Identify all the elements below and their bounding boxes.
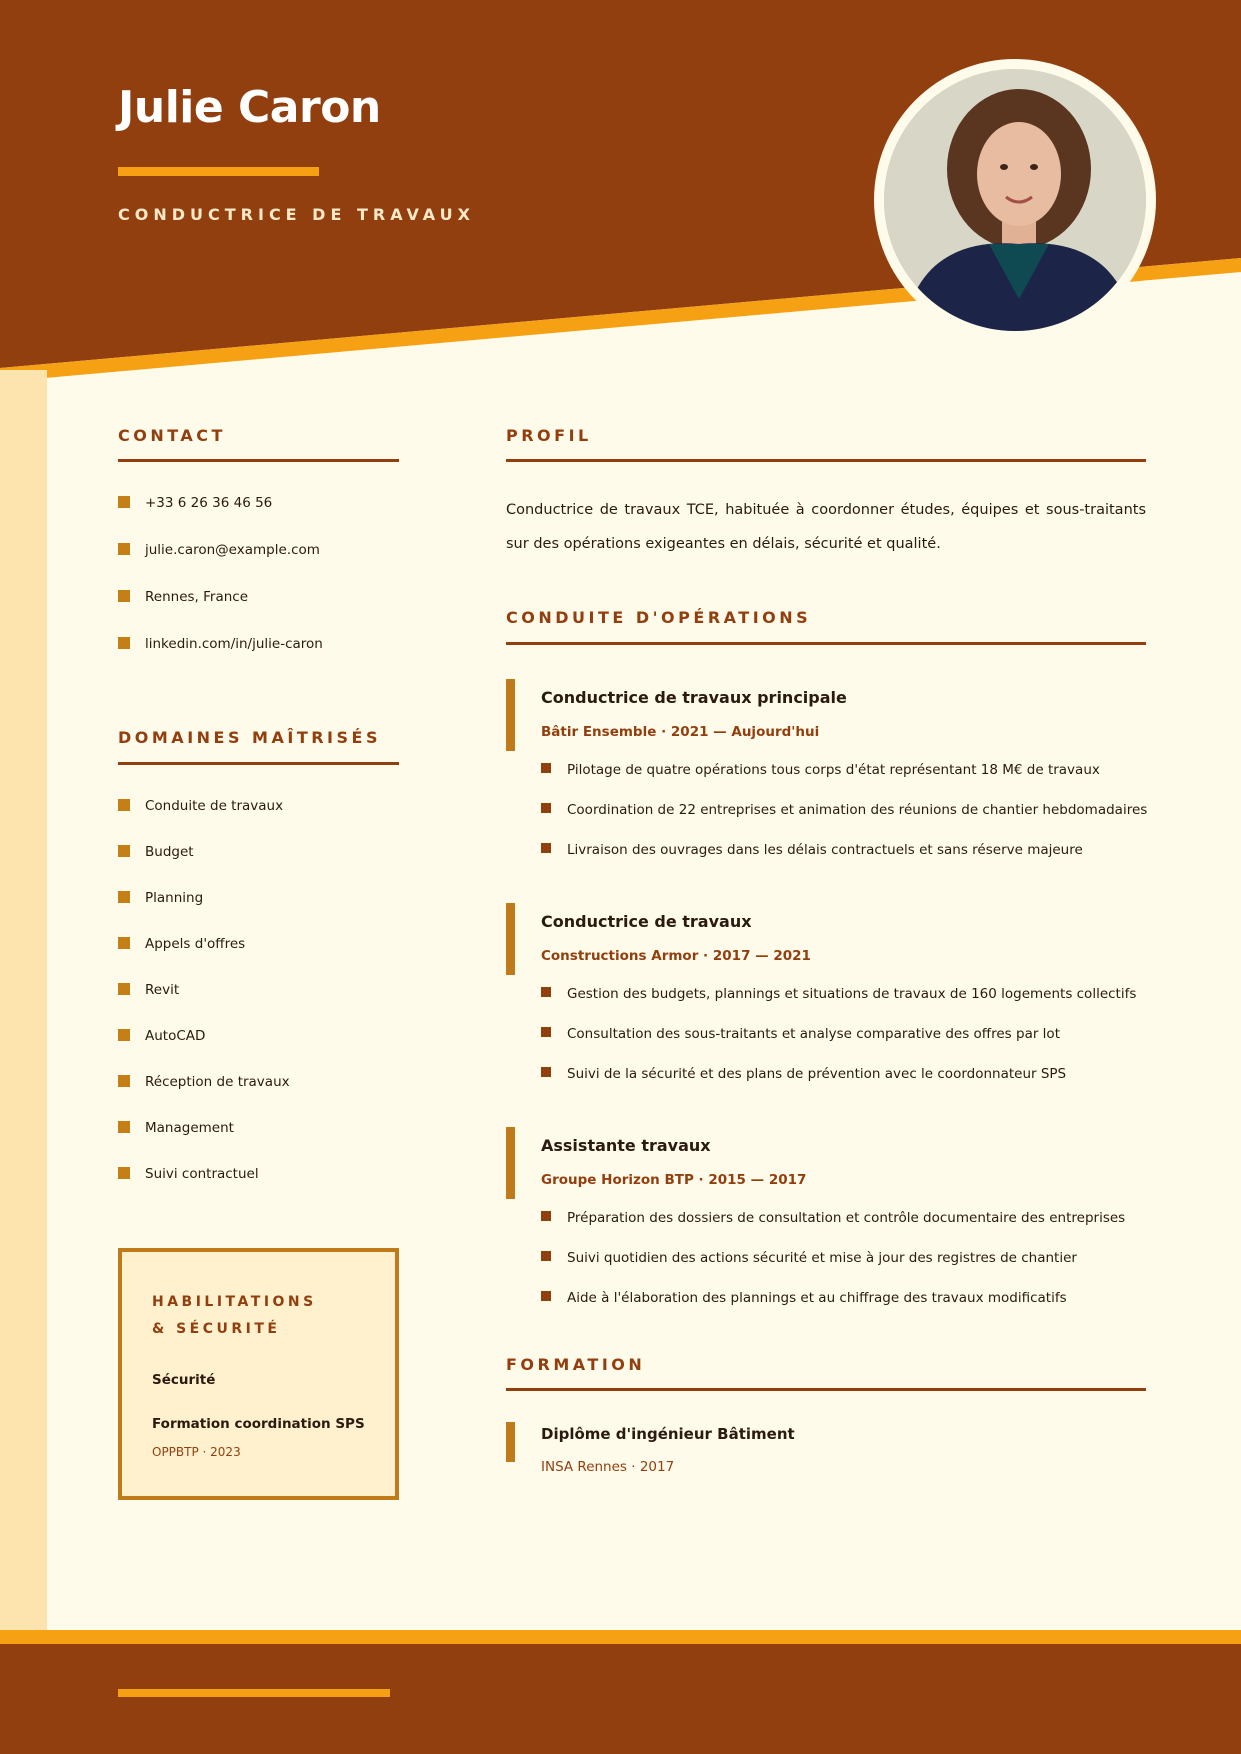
job-bullet: Préparation des dossiers de consultation et contrôle documentaire des entreprises	[541, 1210, 1161, 1250]
education-accent-bar	[506, 1422, 515, 1462]
education-degree: Diplôme d'ingénieur Bâtiment	[541, 1425, 795, 1443]
bullet-square-icon	[118, 845, 130, 857]
experience-rule	[506, 642, 1146, 645]
job-company: Bâtir Ensemble · 2021 — Aujourd'hui	[541, 724, 820, 740]
profile-summary: Conductrice de travaux TCE, habituée à coordonner études, équipes et sous-traitants sur des opérations exigeantes en délais, sécurité et qualité.	[506, 502, 1146, 552]
skill-item: Appels d'offres	[118, 936, 290, 982]
job-title: Conductrice de travaux	[541, 912, 752, 931]
job-bullet: Livraison des ouvrages dans les délais contractuels et sans réserve majeure	[541, 842, 1161, 882]
job-bullet: Aide à l'élaboration des plannings et au chiffrage des travaux modificatifs	[541, 1290, 1161, 1330]
job-title: Assistante travaux	[541, 1136, 711, 1155]
bullet-square-icon	[118, 1167, 130, 1179]
bullet-square-icon	[118, 496, 130, 508]
job-bullet: Pilotage de quatre opérations tous corps d'état représentant 18 M€ de travaux	[541, 762, 1161, 802]
bullet-square-icon	[541, 843, 551, 853]
certifications-box	[118, 1248, 399, 1500]
contact-email[interactable]: julie.caron@example.com	[118, 542, 323, 589]
profile-section-title: PROFIL	[506, 426, 592, 445]
skill-item: Revit	[118, 982, 290, 1028]
job-bullet: Suivi quotidien des actions sécurité et mise à jour des registres de chantier	[541, 1250, 1161, 1290]
bullet-square-icon	[541, 1027, 551, 1037]
name-underline	[118, 167, 319, 176]
experience-section-title: CONDUITE D'OPÉRATIONS	[506, 608, 812, 627]
bullet-square-icon	[118, 1121, 130, 1133]
bullet-square-icon	[541, 1067, 551, 1077]
contact-rule	[118, 459, 399, 462]
profile-photo	[884, 69, 1146, 331]
left-decorative-strip	[0, 370, 47, 1630]
certification-category: Sécurité	[152, 1372, 216, 1388]
education-section-title: FORMATION	[506, 1355, 646, 1374]
certifications-title-line1: HABILITATIONS	[152, 1294, 317, 1310]
certification-meta: OPPBTP · 2023	[152, 1445, 241, 1459]
job-company: Constructions Armor · 2017 — 2021	[541, 948, 811, 964]
bullet-square-icon	[541, 1291, 551, 1301]
skills-section-title: DOMAINES MAÎTRISÉS	[118, 728, 381, 747]
bullet-square-icon	[118, 637, 130, 649]
certification-name: Formation coordination SPS	[152, 1416, 365, 1432]
bullet-square-icon	[118, 937, 130, 949]
skills-rule	[118, 762, 399, 765]
job-bullet: Coordination de 22 entreprises et animation des réunions de chantier hebdomadaires	[541, 802, 1161, 842]
education-meta: INSA Rennes · 2017	[541, 1459, 675, 1475]
contact-phone[interactable]: +33 6 26 36 46 56	[118, 495, 323, 542]
bullet-square-icon	[118, 1029, 130, 1041]
job-bullets	[541, 1210, 1161, 1330]
bullet-square-icon	[118, 543, 130, 555]
skills-list	[118, 798, 290, 1212]
bullet-square-icon	[541, 1211, 551, 1221]
bullet-square-icon	[118, 891, 130, 903]
job-accent-bar	[506, 903, 515, 975]
profile-rule	[506, 459, 1146, 462]
bullet-square-icon	[541, 763, 551, 773]
skill-item: AutoCAD	[118, 1028, 290, 1074]
job-company: Groupe Horizon BTP · 2015 — 2017	[541, 1172, 807, 1188]
job-bullet: Consultation des sous-traitants et analyse comparative des offres par lot	[541, 1026, 1161, 1066]
footer-accent-bar	[118, 1689, 390, 1697]
bullet-square-icon	[541, 803, 551, 813]
job-title: Conductrice de travaux principale	[541, 688, 847, 707]
job-bullets	[541, 762, 1161, 882]
bullet-square-icon	[541, 987, 551, 997]
job-accent-bar	[506, 679, 515, 751]
skill-item: Réception de travaux	[118, 1074, 290, 1120]
job-accent-bar	[506, 1127, 515, 1199]
candidate-name: Julie Caron	[118, 82, 381, 133]
skill-item: Suivi contractuel	[118, 1166, 290, 1212]
candidate-job-title: CONDUCTRICE DE TRAVAUX	[118, 205, 476, 224]
skill-item: Planning	[118, 890, 290, 936]
bullet-square-icon	[118, 1075, 130, 1087]
contact-linkedin[interactable]: linkedin.com/in/julie-caron	[118, 636, 323, 683]
job-bullet: Suivi de la sécurité et des plans de prévention avec le coordonnateur SPS	[541, 1066, 1161, 1106]
bullet-square-icon	[541, 1251, 551, 1261]
bullet-square-icon	[118, 799, 130, 811]
job-bullet: Gestion des budgets, plannings et situations de travaux de 160 logements collectifs	[541, 986, 1161, 1026]
contact-list	[118, 495, 323, 683]
education-rule	[506, 1388, 1146, 1391]
skill-item: Conduite de travaux	[118, 798, 290, 844]
contact-section-title: CONTACT	[118, 426, 226, 445]
certifications-title-line2: & SÉCURITÉ	[152, 1321, 281, 1337]
contact-location: Rennes, France	[118, 589, 323, 636]
bullet-square-icon	[118, 983, 130, 995]
skill-item: Management	[118, 1120, 290, 1166]
bullet-square-icon	[118, 590, 130, 602]
skill-item: Budget	[118, 844, 290, 890]
job-bullets	[541, 986, 1161, 1106]
